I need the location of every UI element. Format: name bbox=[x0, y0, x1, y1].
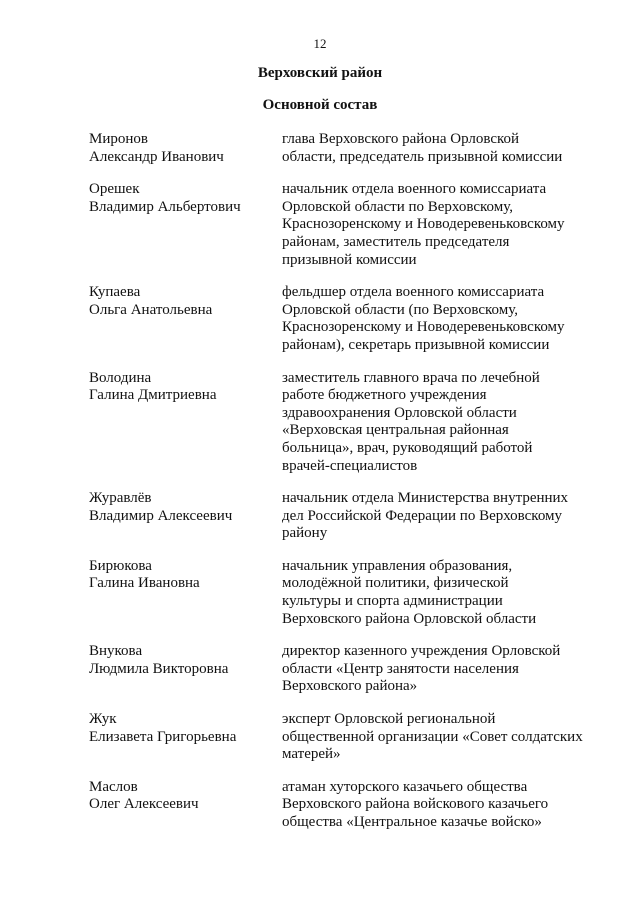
member-entry bbox=[89, 711, 583, 764]
role-line: Орловской области (по Верховскому, bbox=[282, 301, 518, 318]
role-line: врачей-специалистов bbox=[282, 457, 418, 474]
member-role bbox=[282, 643, 579, 696]
member-role bbox=[282, 284, 579, 354]
role-line: районам), секретарь призывной комиссии bbox=[282, 336, 550, 353]
role-line: Краснозоренскому и Новодеревеньковскому bbox=[282, 319, 565, 336]
member-given-names: Александр Иванович bbox=[89, 148, 224, 165]
role-line: «Верховская центральная районная bbox=[282, 422, 509, 439]
section-title: Основной состав bbox=[262, 97, 378, 113]
role-line: району bbox=[282, 525, 328, 542]
role-line: общественной организации «Совет солдатских bbox=[282, 728, 583, 745]
member-entry bbox=[89, 284, 579, 354]
member-entry bbox=[89, 490, 579, 543]
member-surname: Внукова bbox=[89, 643, 143, 660]
role-line: работе бюджетного учреждения bbox=[282, 387, 487, 404]
member-role bbox=[282, 181, 579, 269]
role-line: директор казенного учреждения Орловской bbox=[282, 643, 561, 660]
member-role bbox=[282, 131, 579, 166]
member-name bbox=[89, 181, 282, 269]
member-given-names: Владимир Альбертович bbox=[89, 198, 241, 215]
member-role bbox=[282, 370, 579, 476]
member-entry bbox=[89, 779, 579, 832]
role-line: матерей» bbox=[282, 746, 341, 763]
member-given-names: Галина Дмитриевна bbox=[89, 387, 217, 404]
role-line: Краснозоренскому и Новодеревеньковскому bbox=[282, 216, 565, 233]
member-name bbox=[89, 490, 282, 543]
role-line: призывной комиссии bbox=[282, 251, 417, 268]
role-line: эксперт Орловской региональной bbox=[282, 711, 496, 728]
role-line: области «Центр занятости населения bbox=[282, 660, 519, 677]
member-entry bbox=[89, 131, 579, 166]
member-entry bbox=[89, 643, 579, 696]
member-name bbox=[89, 558, 282, 628]
members-list bbox=[89, 131, 583, 847]
member-surname: Журавлёв bbox=[89, 490, 152, 507]
member-given-names: Ольга Анатольевна bbox=[89, 301, 213, 318]
member-entry bbox=[89, 181, 579, 269]
member-name bbox=[89, 711, 282, 764]
role-line: области, председатель призывной комиссии bbox=[282, 148, 563, 165]
member-given-names: Владимир Алексеевич bbox=[89, 507, 233, 524]
role-line: культуры и спорта администрации bbox=[282, 593, 503, 610]
member-role bbox=[282, 490, 579, 543]
role-line: молодёжной политики, физической bbox=[282, 575, 509, 592]
member-given-names: Олег Алексеевич bbox=[89, 796, 199, 813]
role-line: здравоохранения Орловской области bbox=[282, 404, 517, 421]
member-given-names: Людмила Викторовна bbox=[89, 660, 229, 677]
role-line: общества «Центральное казачье войско» bbox=[282, 814, 542, 830]
role-line: Верховского района войскового казачьего bbox=[282, 796, 549, 813]
member-role bbox=[282, 779, 579, 832]
member-name bbox=[89, 370, 282, 476]
member-given-names: Елизавета Григорьевна bbox=[89, 728, 237, 745]
role-line: глава Верховского района Орловской bbox=[282, 131, 520, 147]
member-name bbox=[89, 779, 282, 832]
role-line: начальник отдела военного комиссариата bbox=[282, 181, 547, 198]
member-surname: Миронов bbox=[89, 131, 148, 147]
member-entry bbox=[89, 558, 579, 628]
member-entry bbox=[89, 370, 579, 476]
member-surname: Володина bbox=[89, 369, 152, 386]
member-surname: Купаева bbox=[89, 284, 141, 301]
role-line: атаман хуторского казачьего общества bbox=[282, 778, 528, 795]
member-surname: Бирюкова bbox=[89, 557, 152, 574]
member-surname: Маслов bbox=[89, 778, 138, 795]
page-number: 12 bbox=[313, 36, 327, 51]
member-surname: Орешек bbox=[89, 181, 140, 198]
role-line: Верховского района» bbox=[282, 678, 418, 695]
role-line: Орловской области по Верховскому, bbox=[282, 198, 513, 215]
role-line: Верховского района Орловской области bbox=[282, 610, 537, 627]
role-line: районам, заместитель председателя bbox=[282, 233, 510, 250]
district-title: Верховский район bbox=[257, 65, 383, 81]
role-line: больница», врач, руководящий работой bbox=[282, 439, 533, 456]
member-name bbox=[89, 643, 282, 696]
role-line: дел Российской Федерации по Верховскому bbox=[282, 507, 563, 524]
member-name bbox=[89, 284, 282, 354]
member-surname: Жук bbox=[89, 711, 117, 728]
member-name bbox=[89, 131, 282, 166]
role-line: заместитель главного врача по лечебной bbox=[282, 369, 540, 386]
member-role bbox=[282, 711, 583, 764]
role-line: начальник отдела Министерства внутренних bbox=[282, 490, 569, 507]
role-line: начальник управления образования, bbox=[282, 557, 513, 574]
member-given-names: Галина Ивановна bbox=[89, 575, 200, 592]
member-role bbox=[282, 558, 579, 628]
role-line: фельдшер отдела военного комиссариата bbox=[282, 284, 545, 301]
